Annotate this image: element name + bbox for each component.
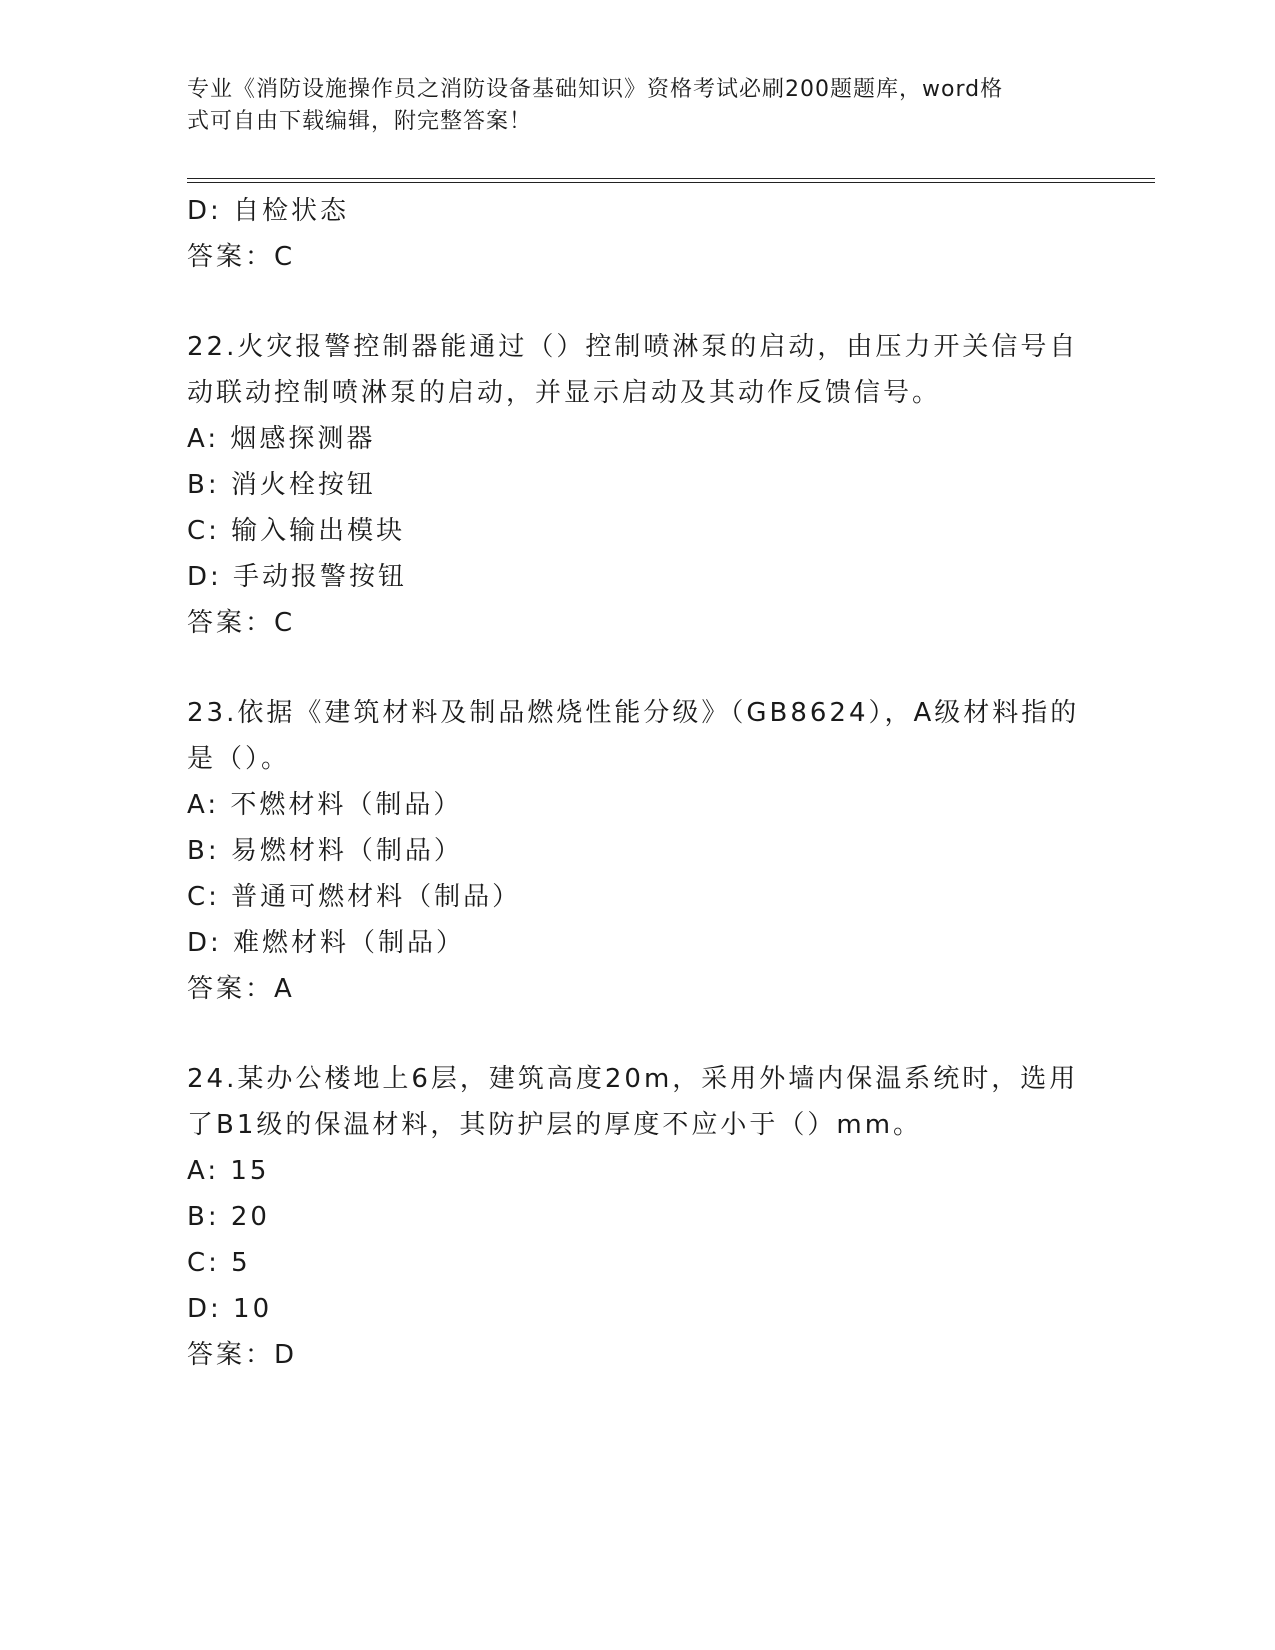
option-d: D: 难燃材料（制品） — [187, 928, 466, 958]
question-text-line-1: 23.依据《建筑材料及制品燃烧性能分级》（GB8624），A级材料指的 — [187, 698, 1080, 728]
answer: 答案：A — [187, 974, 295, 1004]
option-c: C: 普通可燃材料（制品） — [187, 882, 522, 912]
document-body — [187, 188, 1080, 1378]
question-text-line-1: 24.某办公楼地上6层，建筑高度20m，采用外墙内保温系统时，选用 — [187, 1064, 1079, 1094]
option-b: B: 易燃材料（制品） — [187, 836, 463, 866]
spacer — [187, 646, 1067, 690]
option-d: D: 10 — [187, 1294, 273, 1324]
option-a: A: 15 — [187, 1156, 270, 1186]
option-d: D: 手动报警按钮 — [187, 562, 408, 592]
option-c: C: 输入输出模块 — [187, 516, 406, 546]
option-b: B: 20 — [187, 1202, 270, 1232]
question-text-line-1: 22.火灾报警控制器能通过（）控制喷淋泵的启动，由压力开关信号自 — [187, 332, 1079, 362]
prev-answer: 答案：C — [187, 242, 296, 272]
answer: 答案：D — [187, 1340, 298, 1370]
question-22 — [187, 324, 1079, 646]
question-text-line-2: 动联动控制喷淋泵的启动，并显示启动及其动作反馈信号。 — [187, 378, 942, 408]
option-b: B: 消火栓按钮 — [187, 470, 376, 500]
header-divider — [187, 178, 1155, 183]
spacer — [187, 280, 1067, 324]
question-24 — [187, 1056, 1079, 1378]
question-text-line-2: 了B1级的保温材料，其防护层的厚度不应小于（）mm。 — [187, 1110, 923, 1140]
option-a: A: 不燃材料（制品） — [187, 790, 463, 820]
answer: 答案：C — [187, 608, 296, 638]
option-a: A: 烟感探测器 — [187, 424, 376, 454]
question-23 — [187, 690, 1080, 1012]
header-line-1: 专业《消防设施操作员之消防设备基础知识》资格考试必刷200题题库，word格 — [187, 77, 1004, 102]
spacer — [187, 1012, 1067, 1056]
header-line-2: 式可自由下载编辑，附完整答案！ — [187, 109, 533, 134]
prev-option-d: D: 自检状态 — [187, 196, 350, 226]
option-c: C: 5 — [187, 1248, 251, 1278]
question-text-line-2: 是（）。 — [187, 744, 291, 774]
document-header — [187, 74, 1067, 138]
